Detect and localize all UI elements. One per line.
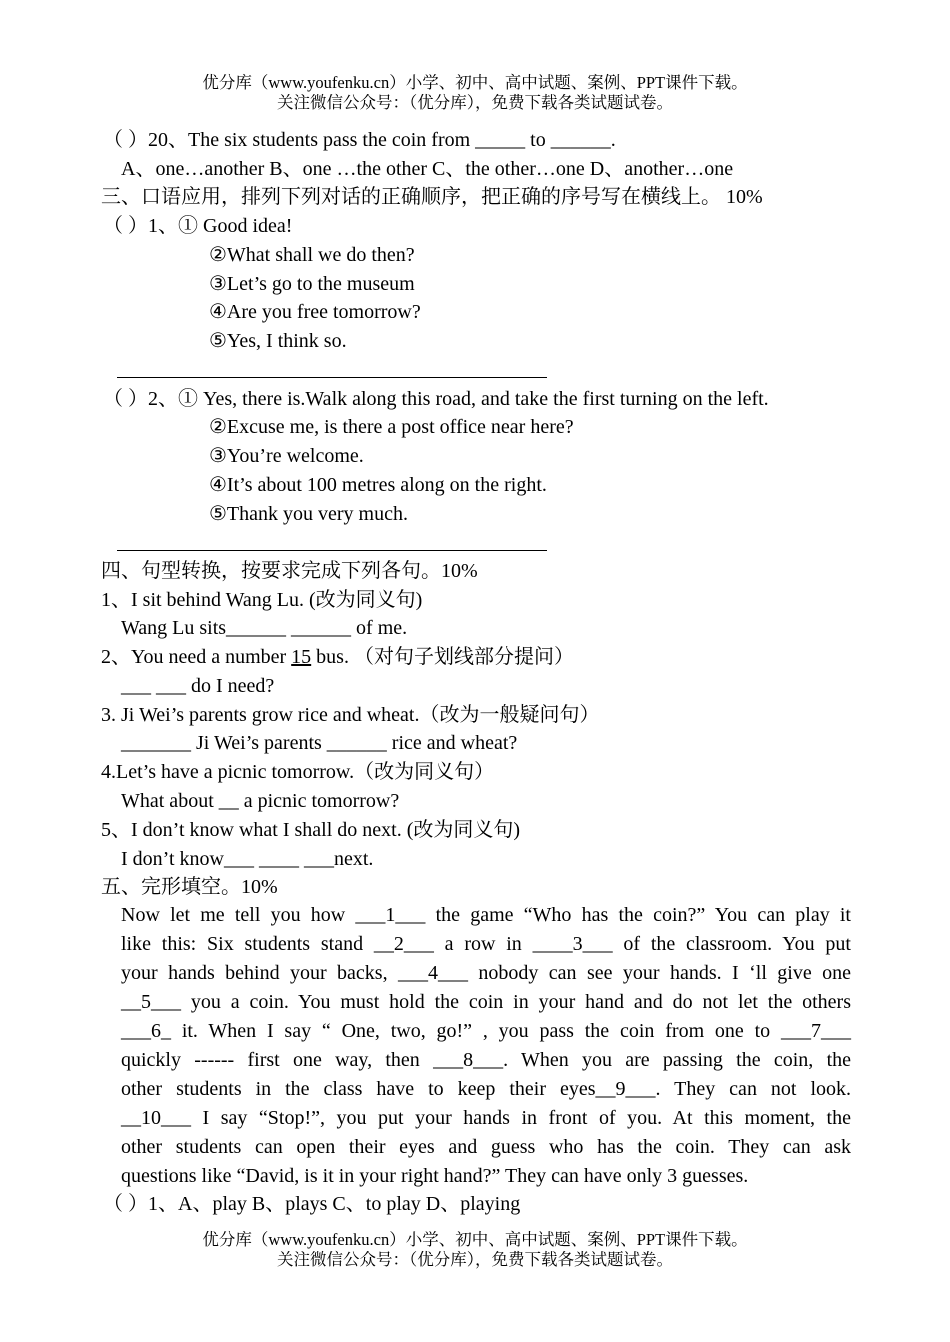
- dialog1-line-5: ⑤Yes, I think so.: [209, 330, 347, 352]
- passage-line: other students can open their eyes and guess who has the coin. They can ask: [121, 1136, 851, 1158]
- passage-line: __5___ you a coin. You must hold the coin in your hand and do not let the others: [121, 991, 851, 1013]
- passage-line: other students in the class have to keep their eyes__9___. They can not look.: [121, 1078, 851, 1100]
- dialog1-line-4: ④Are you free tomorrow?: [209, 301, 421, 323]
- header-line-1: 优分库（www.youfenku.cn）小学、初中、高中试题、案例、PPT课件下载。: [202, 73, 748, 92]
- s4-q4: 4.Let’s have a picnic tomorrow.（改为同义句）: [101, 761, 495, 783]
- section5-title: 五、完形填空。10%: [101, 876, 278, 898]
- dialog2-line-2: ②Excuse me, is there a post office near here?: [209, 416, 574, 438]
- s4-q2-underlined: 15: [291, 646, 312, 668]
- header-line-2: 关注微信公众号：（优分库），免费下载各类试题试卷。: [277, 93, 673, 112]
- q20-options: A、one…another B、one …the other C、the other…one D、another…one: [121, 158, 734, 180]
- dialog2-line-1: （ ）2、① Yes, there is.Walk along this road, and take the first turning on the left.: [103, 388, 769, 410]
- s4-q2-answer: ___ ___ do I need?: [121, 675, 275, 697]
- dialog1-line-2: ②What shall we do then?: [209, 244, 415, 266]
- passage-line: your hands behind your backs, ___4___ nobody can see your hands. I ‘ll give one: [121, 962, 851, 984]
- q20-stem: （ ）20、The six students pass the coin from _____ to ______.: [103, 129, 616, 151]
- s4-q1-answer: Wang Lu sits______ ______ of me.: [121, 617, 408, 639]
- dialog2-line-4: ④It’s about 100 metres along on the right.: [209, 474, 547, 496]
- passage-line: questions like “David, is it in your right hand?” They can have only 3 guesses.: [121, 1165, 749, 1187]
- s4-q2: [101, 643, 574, 671]
- dialog1-line-3: ③Let’s go to the museum: [209, 273, 415, 295]
- section4-title: 四、句型转换，按要求完成下列各句。10%: [101, 560, 478, 582]
- s4-q3-answer: _______ Ji Wei’s parents ______ rice and wheat?: [121, 732, 518, 754]
- passage-line: quickly ------ first one way, then ___8___. When you are passing the coin, the: [121, 1049, 851, 1071]
- answer-line-2: [117, 550, 547, 551]
- s4-q2-post: bus. （对句子划线部分提问）: [311, 646, 574, 668]
- s5-q1-options: （ ）1、A、play B、plays C、to play D、playing: [103, 1193, 521, 1215]
- footer-line-1: 优分库（www.youfenku.cn）小学、初中、高中试题、案例、PPT课件下载。: [202, 1230, 748, 1249]
- passage-line: __10___ I say “Stop!”, you put your hands in front of you. At this moment, the: [121, 1107, 851, 1129]
- s4-q5: 5、I don’t know what I shall do next. (改为同义句): [101, 819, 521, 841]
- dialog2-line-5: ⑤Thank you very much.: [209, 503, 408, 525]
- s4-q3: 3. Ji Wei’s parents grow rice and wheat.（改为一般疑问句）: [101, 704, 600, 726]
- s4-q4-answer: What about __ a picnic tomorrow?: [121, 790, 400, 812]
- s4-q1: 1、I sit behind Wang Lu. (改为同义句): [101, 589, 423, 611]
- passage-line: like this: Six students stand __2___ a row in ____3___ of the classroom. You put: [121, 933, 851, 955]
- dialog2-line-3: ③You’re welcome.: [209, 445, 364, 467]
- s4-q5-answer: I don’t know___ ____ ___next.: [121, 848, 374, 870]
- cloze-passage: [121, 901, 851, 1191]
- passage-line: Now let me tell you how ___1___ the game “Who has the coin?” You can play it: [121, 904, 851, 926]
- dialog1-line-1: （ ）1、① Good idea!: [103, 215, 293, 237]
- passage-line: ___6_ it. When I say “ One, two, go!” , you pass the coin from one to ___7___: [121, 1020, 851, 1042]
- s4-q2-pre: 2、You need a number: [101, 646, 292, 668]
- answer-line-1: [117, 377, 547, 378]
- footer-line-2: 关注微信公众号：（优分库），免费下载各类试题试卷。: [277, 1250, 673, 1269]
- section3-title: 三、口语应用，排列下列对话的正确顺序，把正确的序号写在横线上。 10%: [101, 186, 763, 208]
